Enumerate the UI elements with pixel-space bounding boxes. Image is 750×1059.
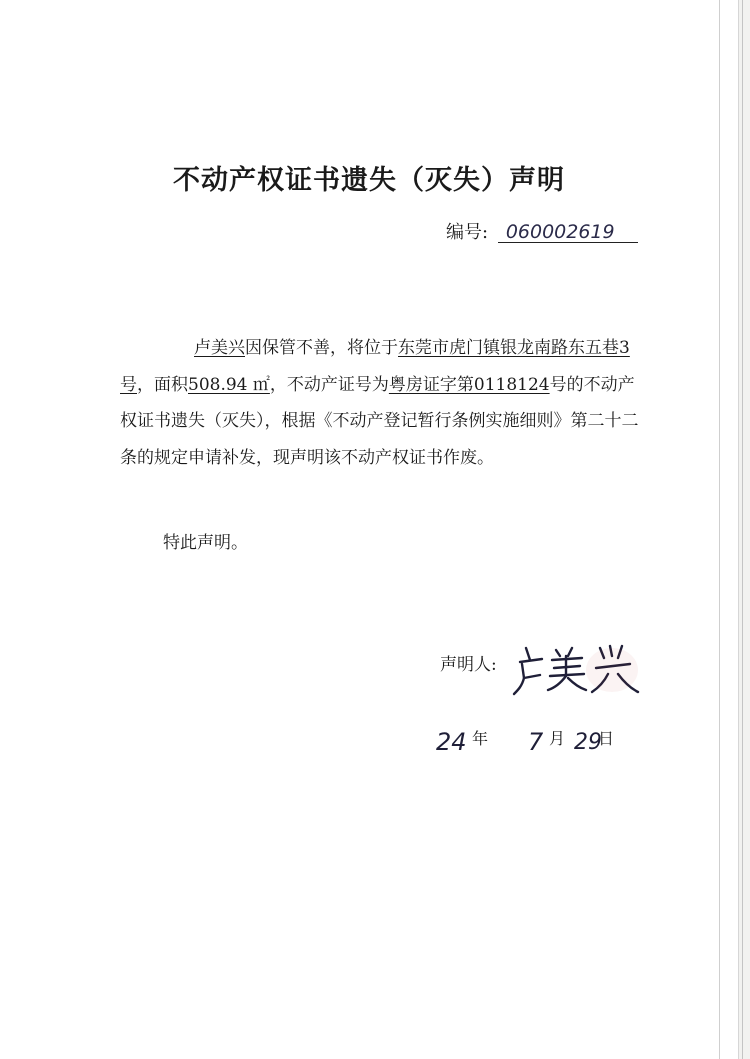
date-month: 7 (528, 728, 544, 756)
date-month-unit: 月 (549, 729, 566, 748)
date-day-unit: 日 (598, 729, 615, 748)
document-title: 不动产权证书遗失（灭失）声明 (173, 165, 565, 196)
declarant-label: 声明人: (440, 655, 497, 675)
property-address: 东莞市虎门镇银龙南路东五巷3号 (120, 338, 630, 395)
date-day: 29 (574, 730, 602, 755)
date-year: 24 (436, 728, 467, 756)
body-text-4: 号的不动产权证书遗失（灭失），根据《不动产登记暂行条例实施细则》第二十二条的规定申请补发，现声明该不动产权证书作废。 (120, 374, 639, 468)
declaration-body (120, 330, 650, 476)
serial-label: 编号: (446, 222, 489, 243)
body-text-1: 因保管不善，将位于 (245, 338, 398, 358)
handwritten-date (436, 722, 626, 772)
scan-edge-line (719, 0, 720, 1059)
body-text-3: ，不动产证号为 (269, 374, 389, 395)
certificate-number: 粤房证字第0118124 (388, 374, 550, 395)
date-year-unit: 年 (472, 729, 489, 748)
closing-statement: 特此声明。 (163, 533, 248, 553)
property-area: 508.94 ㎡ (188, 374, 270, 395)
owner-name: 卢美兴 (194, 338, 245, 358)
declaration-paragraph (120, 330, 650, 476)
handwritten-signature (512, 638, 642, 698)
serial-number-row (446, 218, 638, 244)
serial-value: 060002619 (498, 222, 638, 243)
body-text-2: ，面积 (137, 374, 188, 395)
scan-edge-line-outer (742, 0, 743, 1059)
